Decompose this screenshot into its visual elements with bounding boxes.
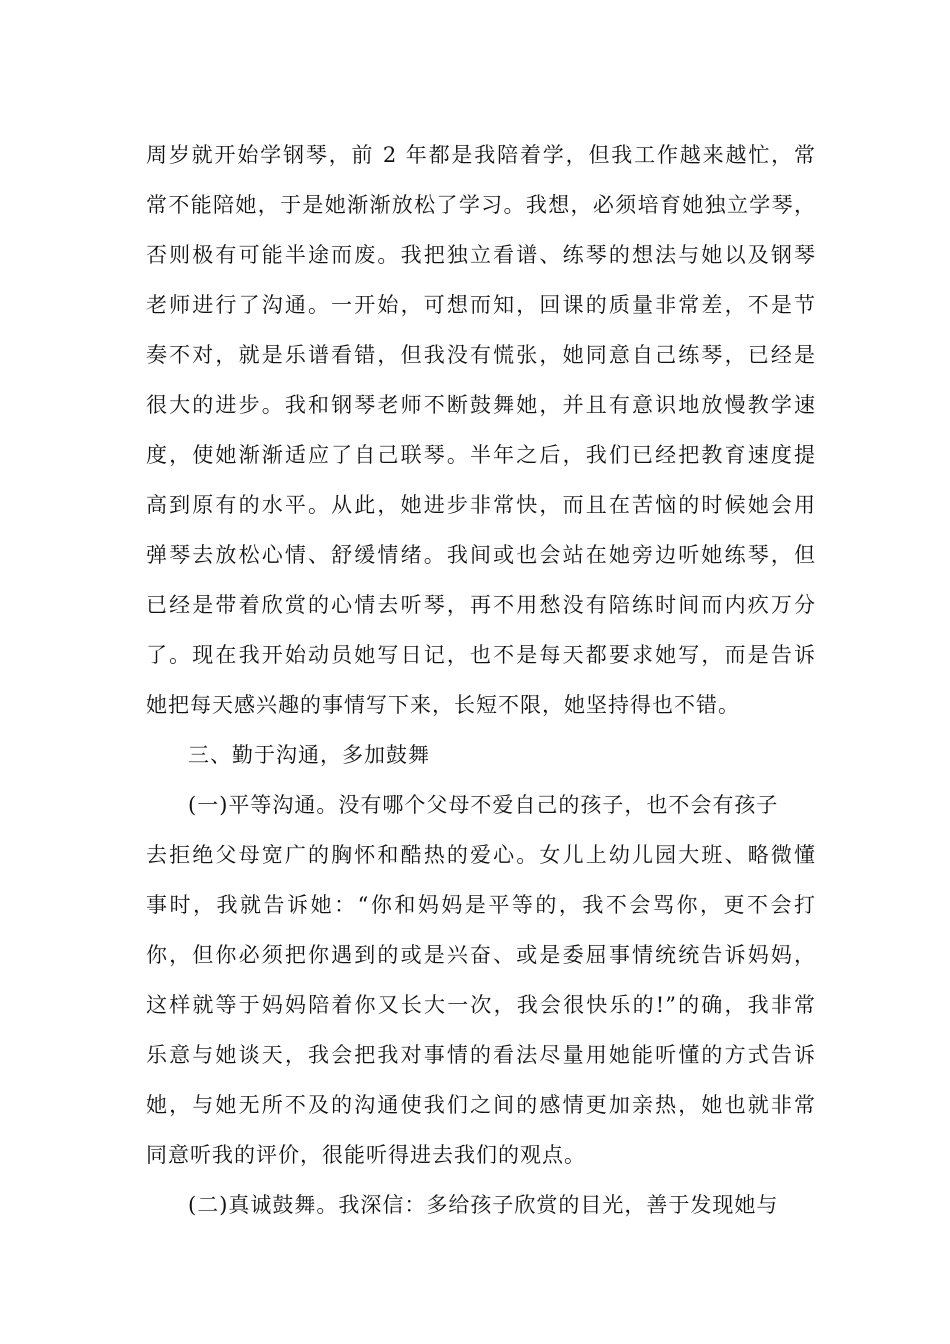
paragraph-line: 乐意与她谈天，我会把我对事情的看法尽量用她能听懂的方式告诉 [146, 1043, 816, 1067]
paragraph-line: 老师进行了沟通。一开始，可想而知，回课的质量非常差，不是节 [146, 293, 816, 317]
document-body [146, 130, 816, 1230]
paragraph-line: 已经是带着欣赏的心情去听琴，再不用愁没有陪练时间而内疚万分 [146, 593, 816, 617]
paragraph-line: 同意听我的评价，很能听得进去我们的观点。 [146, 1143, 586, 1167]
paragraph-line: 高到原有的水平。从此，她进步非常快，而且在苦恼的时候她会用 [146, 493, 816, 517]
paragraph-line: 弹琴去放松心情、舒缓情绪。我间或也会站在她旁边听她练琴，但 [146, 543, 816, 567]
paragraph-line: (二)真诚鼓舞。我深信：多给孩子欣赏的目光，善于发现她与 [188, 1193, 779, 1217]
paragraph-line: 了。现在我开始动员她写日记，也不是每天都要求她写，而是告诉 [146, 643, 816, 667]
paragraph-line: 她把每天感兴趣的事情写下来，长短不限，她坚持得也不错。 [146, 693, 740, 717]
paragraph-line: 否则极有可能半途而废。我把独立看谱、练琴的想法与她以及钢琴 [146, 243, 816, 267]
paragraph-line: 很大的进步。我和钢琴老师不断鼓舞她，并且有意识地放慢教学速 [146, 393, 816, 417]
paragraph-line: 常不能陪她，于是她渐渐放松了学习。我想，必须培育她独立学琴， [146, 193, 816, 217]
paragraph-line: 去拒绝父母宽广的胸怀和酷热的爱心。女儿上幼儿园大班、略微懂 [146, 843, 816, 867]
paragraph-line: 奏不对，就是乐谱看错，但我没有慌张，她同意自己练琴，已经是 [146, 343, 816, 367]
paragraph-line: 这样就等于妈妈陪着你又长大一次，我会很快乐的!”的确，我非常 [146, 993, 816, 1017]
section-heading: 三、勤于沟通，多加鼓舞 [188, 743, 430, 767]
paragraph-line: 周岁就开始学钢琴，前 2 年都是我陪着学，但我工作越来越忙，常 [146, 143, 816, 167]
paragraph-line: 她，与她无所不及的沟通使我们之间的感情更加亲热，她也就非常 [146, 1093, 816, 1117]
paragraph-line: 度，使她渐渐适应了自己联琴。半年之后，我们已经把教育速度提 [146, 443, 816, 467]
paragraph-line: (一)平等沟通。没有哪个父母不爱自己的孩子，也不会有孩子 [188, 793, 779, 817]
paragraph-line: 你，但你必须把你遇到的或是兴奋、或是委屈事情统统告诉妈妈， [146, 943, 816, 967]
paragraph-line: 事时，我就告诉她：“你和妈妈是平等的，我不会骂你，更不会打 [146, 893, 816, 917]
